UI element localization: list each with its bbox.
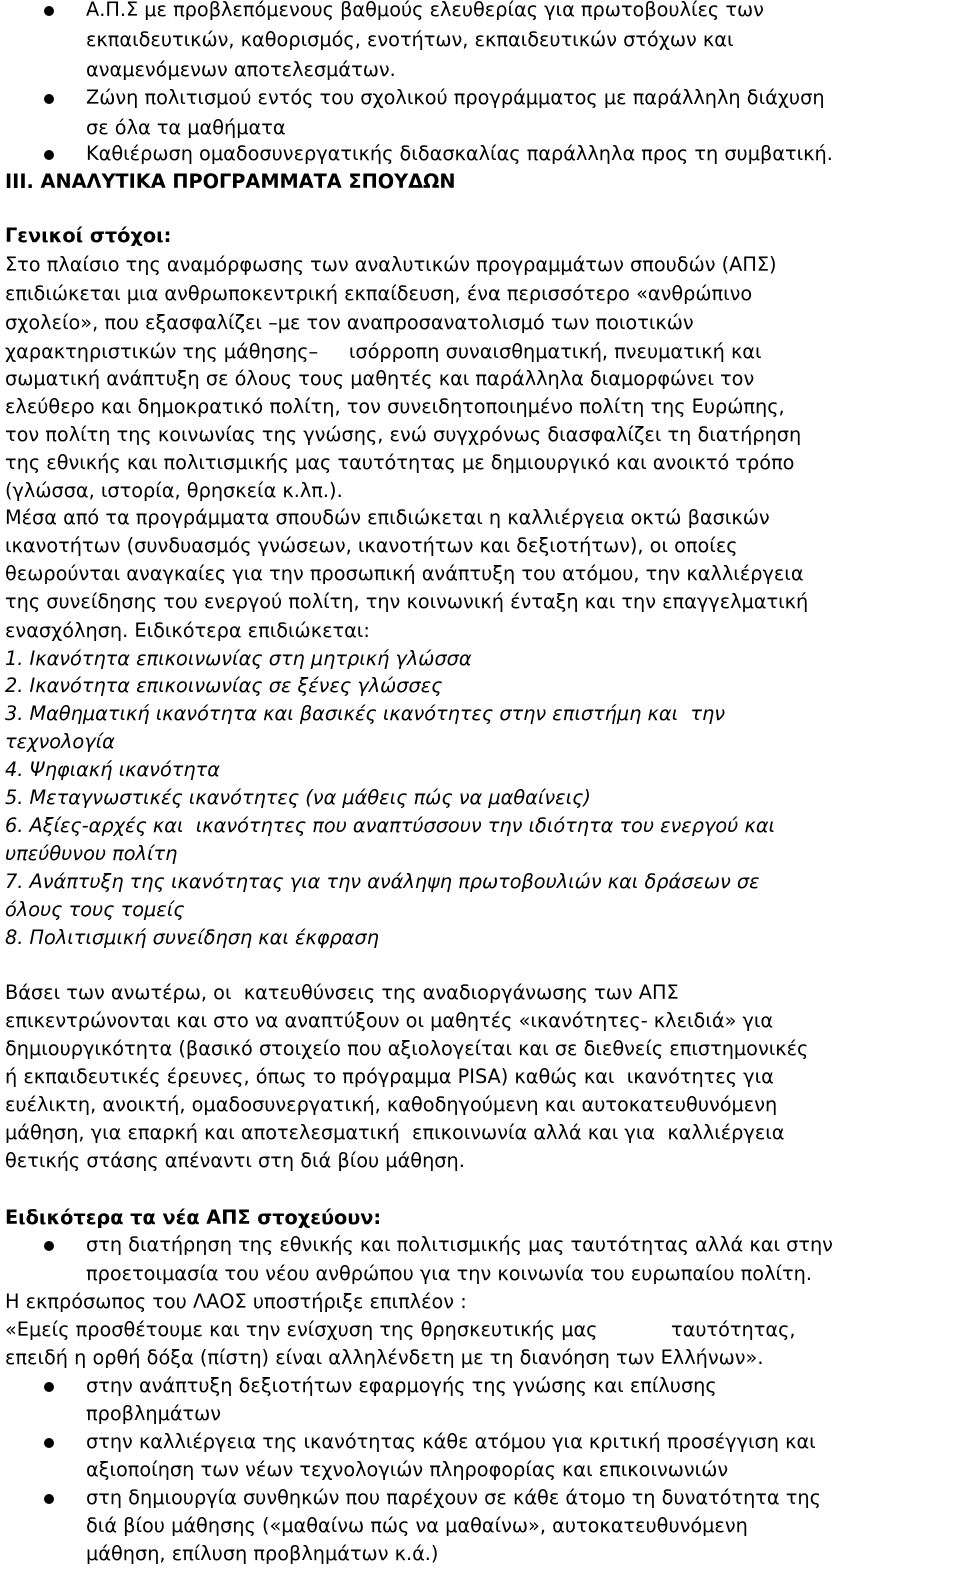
paragraph-line: ή εκπαιδευτικές έρευνες, όπως το πρόγραμμα PISA) καθώς και ικανότητες για [5,1065,774,1088]
paragraph-line: θεωρούνται αναγκαίες για την προσωπική ανάπτυξη του ατόμου, την καλλιέργεια [5,562,804,585]
paragraph-line: της εθνικής και πολιτισμικής μας ταυτότητας με δημιουργικό και ανοικτό τρόπο [5,451,795,474]
competency-item: όλους τους τομείς [5,898,185,921]
bullet-line: εκπαιδευτικών, καθορισμός, ενοτήτων, εκπαιδευτικών στόχων και [86,28,734,51]
competency-item: 8. Πολιτισμική συνείδηση και έκφραση [5,926,379,949]
paragraph-line: Μέσα από τα προγράμματα σπουδών επιδιώκεται η καλλιέργεια οκτώ βασικών [5,506,770,529]
bullet-line: στη διατήρηση της εθνικής και πολιτισμικής μας ταυτότητας αλλά και στην [86,1233,833,1256]
paragraph-line: χαρακτηριστικών της μάθησης– ισόρροπη συναισθηματική, πνευματική και [5,340,762,363]
bullet-line: προετοιμασία του νέου ανθρώπου για την κοινωνία του ευρωπαίου πολίτη. [86,1262,812,1285]
paragraph-line: (γλώσσα, ιστορία, θρησκεία κ.λπ.). [5,479,343,502]
paragraph-line: σχολείο», που εξασφαλίζει –με τον αναπροσανατολισμό των ποιοτικών [5,311,694,334]
bullet-line: Α.Π.Σ με προβλεπόμενους βαθμούς ελευθερίας για πρωτοβουλίες των [86,0,764,21]
paragraph-line: επικεντρώνονται και στο να αναπτύξουν οι μαθητές «ικανότητες- κλειδιά» για [5,1009,774,1032]
competency-item: 1. Ικανότητα επικοινωνίας στη μητρική γλώσσα [5,647,472,670]
paragraph-line: επιδιώκεται μια ανθρωποκεντρική εκπαίδευση, ένα περισσότερο «ανθρώπινο [5,282,753,305]
paragraph-line: της συνείδησης του ενεργού πολίτη, την κοινωνική ένταξη και την επαγγελματική [5,590,809,613]
bullet-line: Καθιέρωση ομαδοσυνεργατικής διδασκαλίας παράλληλα προς τη συμβατική. [86,142,833,165]
bullet-line: σε όλα τα μαθήματα [86,116,286,139]
bullet-marker [44,1382,54,1392]
bullet-marker [44,6,54,16]
competency-item: 5. Μεταγνωστικές ικανότητες (να μάθεις πώς να μαθαίνεις) [5,786,591,809]
new-aps-heading: Ειδικότερα τα νέα ΑΠΣ στοχεύουν: [5,1206,382,1229]
paragraph-line: μάθηση, για επαρκή και αποτελεσματική επικοινωνία αλλά και για καλλιέργεια [5,1121,785,1144]
paragraph-line: ελεύθερο και δημοκρατικό πολίτη, τον συνειδητοποιημένο πολίτη της Ευρώπης, [5,395,785,418]
bullet-marker [44,1241,54,1251]
bullet-marker [44,150,54,160]
paragraph-line: ικανοτήτων (συνδυασμός γνώσεων, ικανοτήτων και δεξιοτήτων), οι οποίες [5,534,738,557]
paragraph-line: Η εκπρόσωπος του ΛΑΟΣ υποστήριξε επιπλέον : [5,1290,467,1313]
bullet-line: Ζώνη πολιτισμού εντός του σχολικού προγράμματος με παράλληλη διάχυση [86,86,825,109]
bullet-marker [44,1438,54,1448]
quote-line: «Εμείς προσθέτουμε και την ενίσχυση της θρησκευτικής μας ταυτότητας, [5,1318,796,1341]
paragraph-line: Στο πλαίσιο της αναμόρφωσης των αναλυτικών προγραμμάτων σπουδών (ΑΠΣ) [5,253,777,276]
competency-item: 7. Ανάπτυξη της ικανότητας για την ανάληψη πρωτοβουλιών και δράσεων σε [5,870,760,893]
bullet-line: διά βίου μάθησης («μαθαίνω πώς να μαθαίνω», αυτοκατευθυνόμενη [86,1514,748,1537]
paragraph-line: Βάσει των ανωτέρω, οι κατευθύνσεις της αναδιοργάνωσης των ΑΠΣ [5,981,679,1004]
bullet-line: στην ανάπτυξη δεξιοτήτων εφαρμογής της γνώσης και επίλυσης [86,1374,717,1397]
paragraph-line: θετικής στάσης απέναντι στη διά βίου μάθηση. [5,1149,465,1172]
competency-item: υπεύθυνου πολίτη [5,842,178,865]
general-goals-heading: Γενικοί στόχοι: [5,224,172,247]
bullet-line: προβλημάτων [86,1402,222,1425]
quote-line: επειδή η ορθή δόξα (πίστη) είναι αλληλένδετη με τη διανόηση των Ελλήνων». [5,1346,764,1369]
bullet-line: αναμενόμενων αποτελεσμάτων. [86,58,396,81]
bullet-line: στη δημιουργία συνθηκών που παρέχουν σε κάθε άτομο τη δυνατότητα της [86,1486,821,1509]
competency-item: τεχνολογία [5,730,115,753]
competency-item: 3. Μαθηματική ικανότητα και βασικές ικανότητες στην επιστήμη και την [5,702,725,725]
bullet-line: μάθηση, επίλυση προβλημάτων κ.ά.) [86,1542,439,1565]
paragraph-line: τον πολίτη της κοινωνίας της γνώσης, ενώ συγχρόνως διασφαλίζει τη διατήρηση [5,423,802,446]
bullet-line: αξιοποίηση των νέων τεχνολογιών πληροφορίας και επικοινωνιών [86,1458,729,1481]
bullet-marker [44,1494,54,1504]
paragraph-line: ευέλικτη, ανοικτή, ομαδοσυνεργατική, καθοδηγούμενη και αυτοκατευθυνόμενη [5,1093,778,1116]
bullet-line: στην καλλιέργεια της ικανότητας κάθε ατόμου για κριτική προσέγγιση και [86,1430,816,1453]
section-heading: III. ΑΝΑΛΥΤΙΚΑ ΠΡΟΓΡΑΜΜΑΤΑ ΣΠΟΥΔΩΝ [5,170,456,193]
competency-item: 6. Αξίες-αρχές και ικανότητες που αναπτύσσουν την ιδιότητα του ενεργού και [5,814,776,837]
paragraph-line: δημιουργικότητα (βασικό στοιχείο που αξιολογείται και σε διεθνείς επιστημονικές [5,1037,809,1060]
competency-item: 2. Ικανότητα επικοινωνίας σε ξένες γλώσσες [5,674,443,697]
paragraph-line: ενασχόληση. Ειδικότερα επιδιώκεται: [5,619,370,642]
bullet-marker [44,94,54,104]
competency-item: 4. Ψηφιακή ικανότητα [5,758,220,781]
paragraph-line: σωματική ανάπτυξη σε όλους τους μαθητές και παράλληλα διαμορφώνει τον [5,367,755,390]
